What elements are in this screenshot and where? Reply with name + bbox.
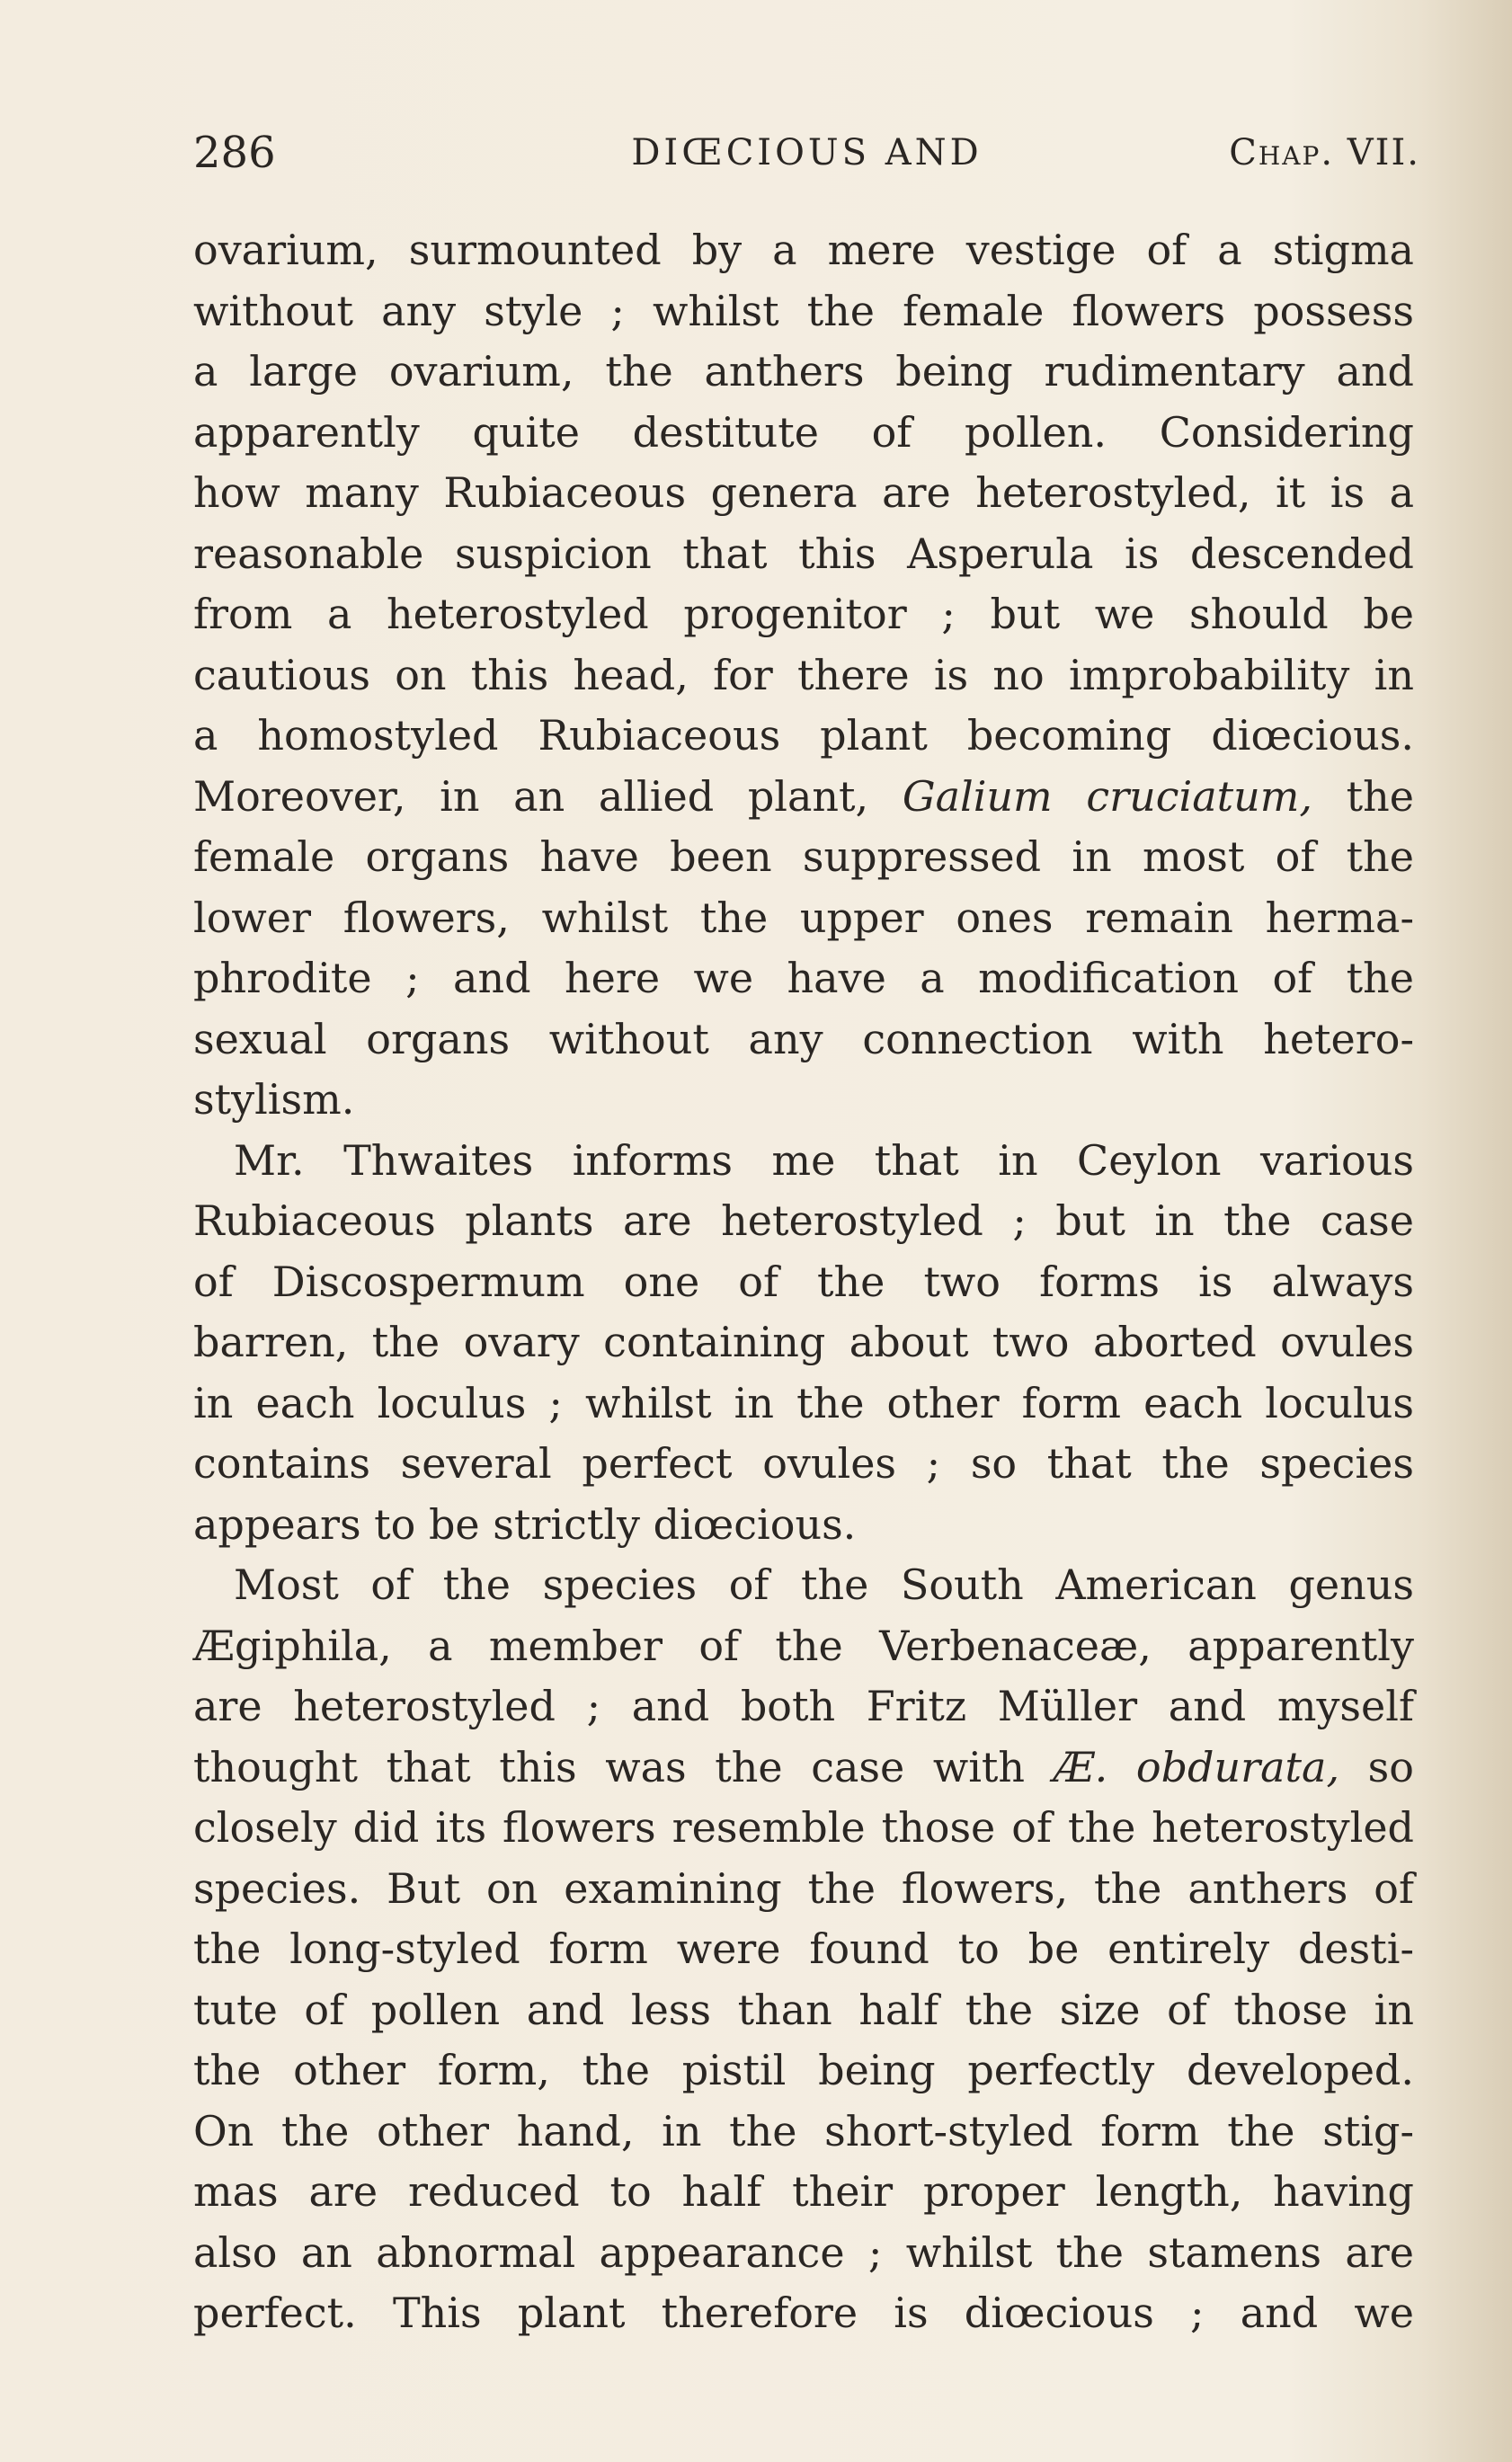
body-text — [193, 220, 1414, 2344]
text-line: the other form, the pistil being perfectly developed. — [193, 2046, 1414, 2094]
text-line: lower flowers, whilst the upper ones remain herma- — [193, 893, 1414, 942]
text-line: closely did its flowers resemble those of the heterostyled — [193, 1803, 1414, 1852]
text-line: contains several perfect ovules ; so that the species — [193, 1439, 1414, 1488]
text-line: Rubiaceous plants are heterostyled ; but in the case — [193, 1196, 1414, 1245]
text-line: ovarium, surmounted by a mere vestige of a stigma — [193, 226, 1414, 274]
text-line: the long-styled form were found to be entirely desti- — [193, 1924, 1414, 1973]
text-line: Ægiphila, a member of the Verbenaceæ, apparently — [193, 1621, 1414, 1670]
running-title: DIŒCIOUS AND — [631, 132, 983, 173]
text-line: female organs have been suppressed in most of the — [193, 832, 1414, 881]
text-line: of Discospermum one of the two forms is always — [193, 1257, 1414, 1306]
text-line: barren, the ovary containing about two aborted ovules — [193, 1318, 1414, 1366]
text-line: Most of the species of the South American genus — [234, 1560, 1414, 1609]
text-line: in each loculus ; whilst in the other form each loculus — [193, 1378, 1414, 1427]
text-line: Mr. Thwaites informs me that in Ceylon various — [234, 1135, 1414, 1185]
text-line: are heterostyled ; and both Fritz Müller and myself — [193, 1682, 1414, 1730]
text-line: a homostyled Rubiaceous plant becoming diœcious. — [193, 711, 1414, 760]
species-name-galium: Galium cruciatum, — [902, 771, 1312, 821]
text-line: appears to be strictly diœcious. — [193, 1499, 857, 1549]
chapter-label: Chap. VII. — [1229, 132, 1420, 173]
text-line: a large ovarium, the anthers being rudimentary and — [193, 347, 1414, 396]
text-line: without any style ; whilst the female flowers possess — [193, 286, 1414, 335]
text-line: species. But on examining the flowers, the anthers of — [193, 1863, 1414, 1913]
text-line: how many Rubiaceous genera are heterostyled, it is a — [193, 468, 1414, 517]
text-line: sexual organs without any connection with hetero- — [193, 1014, 1414, 1063]
text-line: tute of pollen and less than half the size of those in — [193, 1985, 1414, 2034]
text-line: stylism. — [193, 1075, 355, 1124]
text-fragment: thought that this was the case with — [193, 1742, 1054, 1791]
text-line: On the other hand, in the short-styled form the stig- — [193, 2106, 1414, 2155]
text-fragment: Moreover, in an allied plant, — [193, 771, 903, 821]
text-line-with-italic — [193, 1738, 1414, 1799]
text-fragment: so — [1339, 1742, 1414, 1791]
text-line: cautious on this head, for there is no improbability in — [193, 650, 1414, 699]
text-fragment: the — [1312, 771, 1415, 821]
text-line: apparently quite destitute of pollen. Considering — [193, 407, 1414, 457]
text-line: phrodite ; and here we have a modification of the — [193, 954, 1414, 1002]
text-line: from a heterostyled progenitor ; but we should be — [193, 590, 1414, 638]
text-line: reasonable suspicion that this Asperula is descended — [193, 529, 1414, 578]
page-number: 286 — [193, 128, 276, 178]
text-line: mas are reduced to half their proper length, having — [193, 2167, 1414, 2216]
text-line: perfect. This plant therefore is diœcious ; and we — [193, 2289, 1414, 2337]
page-header — [193, 126, 1420, 180]
text-line-with-italic — [193, 767, 1414, 828]
species-name-aegiphila: Æ. obdurata, — [1053, 1742, 1340, 1791]
text-line: also an abnormal appearance ; whilst the stamens are — [193, 2227, 1414, 2277]
